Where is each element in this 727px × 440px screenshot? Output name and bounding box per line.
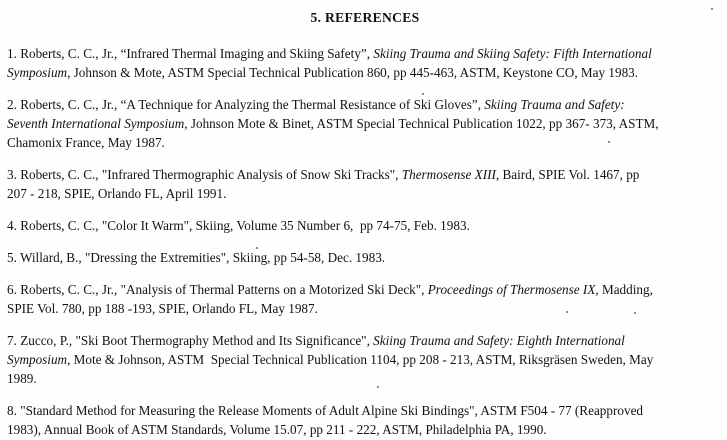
- reference-title-segment: Symposium: [7, 65, 68, 80]
- reference-title-segment: Seventh International Symposium: [7, 116, 185, 131]
- reference-text-segment: SPIE Vol. 780, pp 188 -193, SPIE, Orlando FL, May 1987.: [7, 301, 318, 316]
- reference-text-segment: 3. Roberts, C. C., "Infrared Thermographic Analysis of Snow Ski Tracks",: [7, 167, 402, 182]
- scan-speck: [566, 311, 568, 313]
- scan-speck: [377, 386, 379, 388]
- reference-text-segment: 1. Roberts, C. C., Jr., “Infrared Thermal Imaging and Skiing Safety”,: [7, 46, 374, 61]
- reference-title-segment: Skiing Trauma and Safety: Eighth International: [373, 333, 625, 348]
- reference-title-segment: Thermosense XIII: [401, 167, 496, 182]
- reference-text-segment: 2. Roberts, C. C., Jr., “A Technique for Analyzing the Thermal Resistance of Ski Gloves”,: [7, 97, 485, 112]
- reference-text-segment: 1983), Annual Book of ASTM Standards, Volume 15.07, pp 211 - 222, ASTM, Philadelphia PA, 1990.: [7, 422, 547, 437]
- reference-title-segment: Proceedings of Thermosense IX: [427, 282, 596, 297]
- reference-item: [7, 165, 723, 203]
- scan-speck: [422, 93, 424, 95]
- reference-item: [7, 248, 723, 267]
- references-list: [7, 44, 723, 439]
- reference-item: [7, 280, 723, 318]
- reference-item: [7, 95, 723, 152]
- reference-text-segment: , Mote & Johnson, ASTM Special Technical Publication 1104, pp 208 - 213, ASTM, Riksgräsen Sweden, May: [67, 352, 654, 367]
- scan-speck: [634, 312, 636, 314]
- reference-text-segment: 7. Zucco, P., "Ski Boot Thermography Method and Its Significance",: [7, 333, 374, 348]
- reference-text-segment: 207 - 218, SPIE, Orlando FL, April 1991.: [7, 186, 227, 201]
- reference-item: [7, 44, 723, 82]
- reference-item: [7, 331, 723, 388]
- reference-text-segment: , Johnson Mote & Binet, ASTM Special Technical Publication 1022, pp 367- 373, ASTM,: [184, 116, 659, 131]
- reference-text-segment: , Baird, SPIE Vol. 1467, pp: [495, 167, 640, 182]
- scan-speck: [711, 8, 713, 10]
- reference-text-segment: , Johnson & Mote, ASTM Special Technical Publication 860, pp 445-463, ASTM, Keystone CO, May 1983.: [67, 65, 639, 80]
- reference-text-segment: 6. Roberts, C. C., Jr., "Analysis of Thermal Patterns on a Motorized Ski Deck",: [7, 282, 428, 297]
- reference-text-segment: 4. Roberts, C. C., "Color It Warm", Skiing, Volume 35 Number 6, pp 74-75, Feb. 1983.: [7, 218, 470, 233]
- reference-item: [7, 216, 723, 235]
- reference-title-segment: Skiing Trauma and Safety:: [484, 97, 625, 112]
- reference-text-segment: 8. "Standard Method for Measuring the Release Moments of Adult Alpine Ski Bindings", ASTM F504 - 77 (Reapproved: [7, 403, 644, 418]
- reference-text-segment: 5. Willard, B., "Dressing the Extremities", Skiing, pp 54-58, Dec. 1983.: [7, 250, 386, 265]
- scan-speck: [256, 247, 258, 249]
- reference-title-segment: Symposium: [7, 352, 68, 367]
- scan-speck: [608, 141, 610, 143]
- reference-title-segment: Skiing Trauma and Skiing Safety: Fifth International: [373, 46, 652, 61]
- reference-text-segment: 1989.: [7, 371, 37, 386]
- reference-text-segment: Chamonix France, May 1987.: [7, 135, 165, 150]
- section-title: 5. REFERENCES: [310, 10, 420, 25]
- reference-text-segment: , Madding,: [595, 282, 653, 297]
- reference-item: [7, 401, 723, 439]
